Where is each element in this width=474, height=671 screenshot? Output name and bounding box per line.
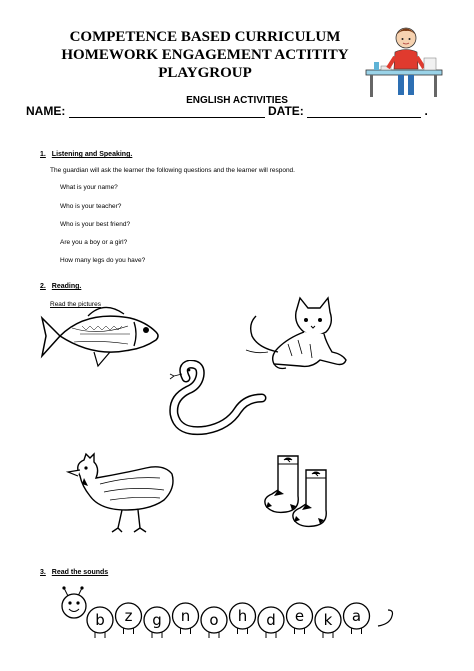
question-item: Are you a boy or a girl? (60, 239, 128, 246)
caterpillar-sounds (60, 586, 400, 646)
section-2-title: Reading. (51, 283, 82, 290)
date-label: DATE: (268, 104, 304, 118)
caterpillar-tail (378, 610, 393, 626)
caterpillar-segment (201, 607, 227, 638)
caterpillar-segment (230, 603, 256, 634)
header-line-3: PLAYGROUP (158, 65, 252, 81)
caterpillar-segment (87, 607, 113, 638)
section-1-instruction: The guardian will ask the learner the following questions and the learner will respond. (50, 167, 295, 174)
end-mark: . (424, 104, 428, 118)
sound-letter: n (180, 607, 191, 625)
section-1-heading (40, 151, 132, 158)
sound-letter: h (237, 607, 248, 625)
name-date-line (26, 104, 428, 118)
section-2-heading (40, 283, 81, 290)
question-item: Who is your teacher? (60, 203, 122, 210)
question-item: How many legs do you have? (60, 257, 146, 264)
sound-letter: d (266, 611, 276, 629)
section-2-instruction: Read the pictures (50, 301, 101, 308)
hen-picture (60, 448, 184, 534)
sound-letter: z (124, 607, 133, 625)
sound-letter: o (209, 611, 219, 629)
caterpillar-segment (344, 603, 370, 634)
caterpillar-segment (144, 607, 170, 638)
sound-letter: b (95, 611, 105, 629)
header-line-2: HOMEWORK ENGAGEMENT ACTITITY (61, 47, 349, 63)
name-label: NAME: (26, 104, 66, 118)
page-subtitle: ENGLISH ACTIVITIES (186, 95, 288, 106)
section-3-heading (40, 569, 108, 576)
question-item: Who is your best friend? (60, 221, 131, 228)
sound-letter: a (351, 607, 362, 625)
sound-letter: k (323, 611, 333, 629)
caterpillar-segment (258, 607, 284, 638)
section-1-title: Listening and Speaking. (51, 151, 133, 158)
caterpillar-segment (287, 603, 313, 634)
fish-picture (38, 296, 170, 374)
boy-at-desk-illustration (364, 22, 444, 98)
section-3-number: 3. (40, 569, 46, 576)
snake-picture (162, 360, 272, 442)
caterpillar-segment (173, 603, 199, 634)
sound-letter: e (294, 607, 305, 625)
caterpillar-segment (315, 607, 341, 638)
section-2-number: 2. (40, 283, 46, 290)
section-3-title: Read the sounds (51, 569, 109, 576)
question-item: What is your name? (60, 184, 118, 191)
caterpillar-segment (116, 603, 142, 634)
socks-picture (262, 452, 342, 532)
date-field-underline[interactable] (307, 106, 421, 118)
section-1-number: 1. (40, 151, 46, 158)
name-field-underline[interactable] (69, 106, 265, 118)
caterpillar-head (62, 586, 86, 618)
sound-letter: g (152, 611, 162, 629)
header-line-1: COMPETENCE BASED CURRICULUM (69, 29, 341, 45)
